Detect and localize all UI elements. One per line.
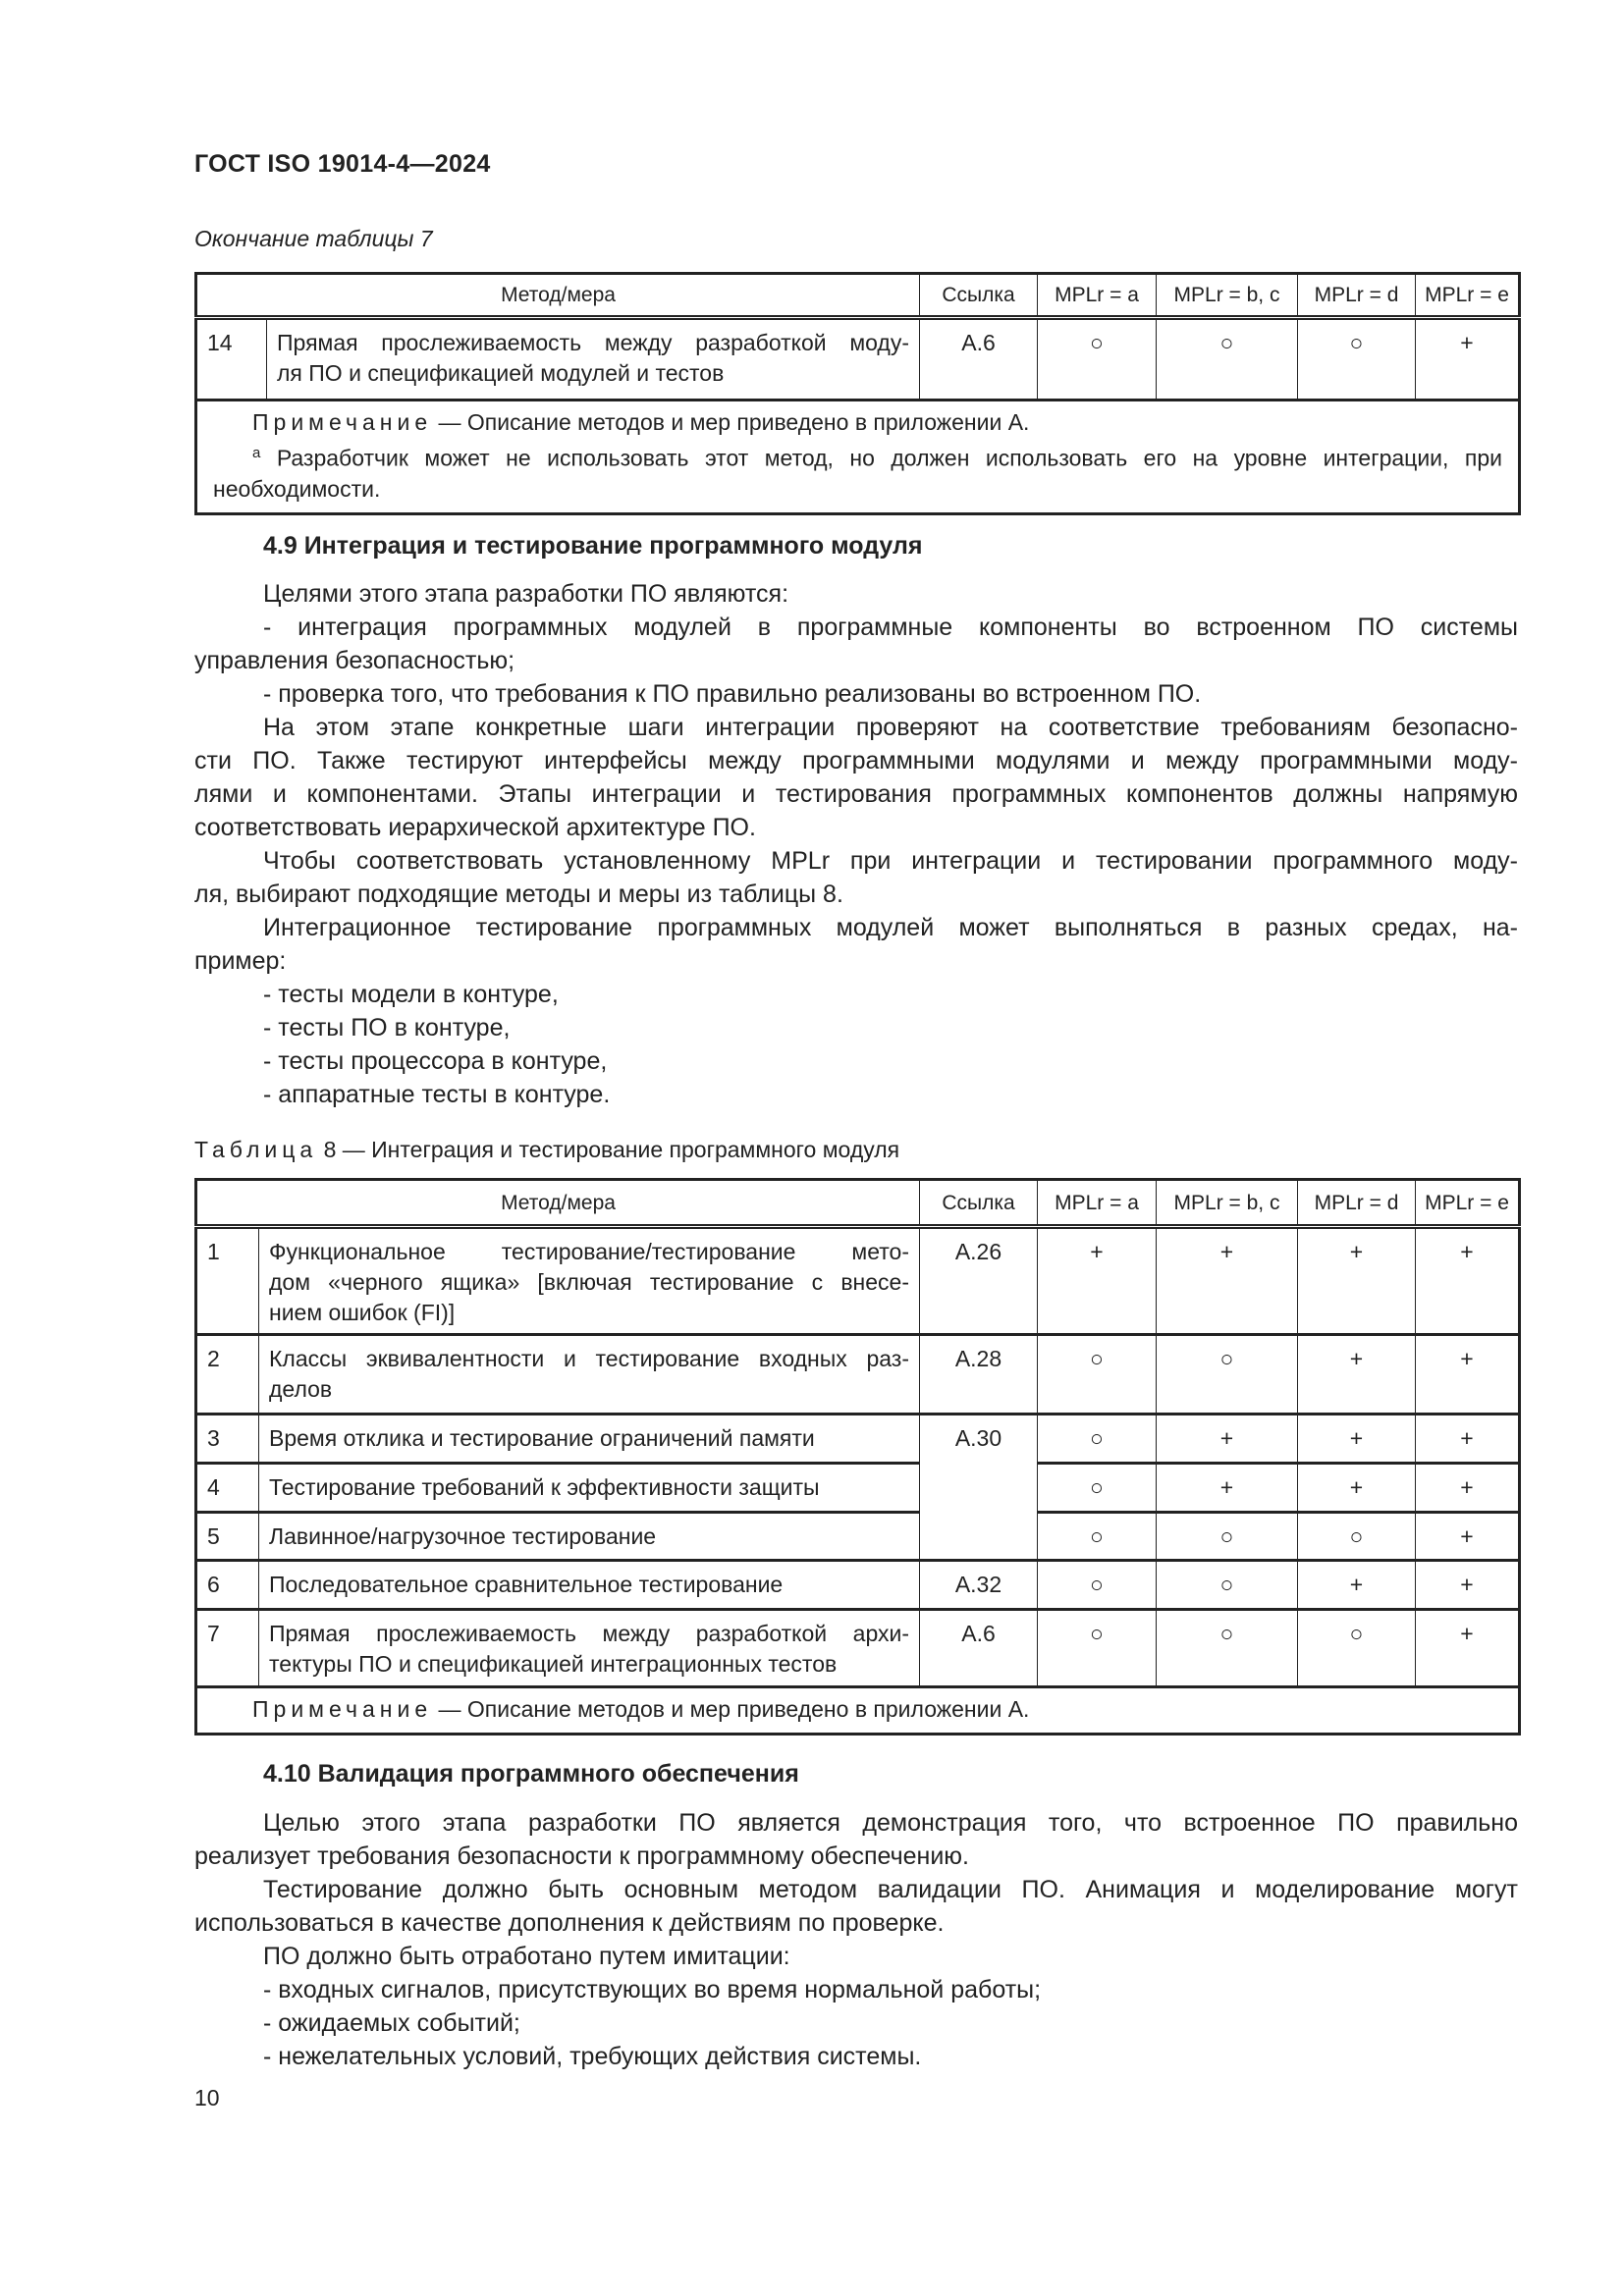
paragraph-line: Целью этого этапа разработки ПО является демонстрация того, что встроенное ПО правильно	[263, 1809, 1518, 1837]
table-8	[194, 1178, 1521, 1735]
reference-cell: A.6	[920, 318, 1038, 400]
table-note	[196, 1687, 1520, 1735]
table-row	[196, 318, 1520, 400]
method-cell	[259, 1561, 920, 1610]
reference-cell: A.26	[920, 1227, 1038, 1335]
note-text: — Описание методов и мер приведено в приложении А.	[432, 409, 1030, 435]
method-line: Классы эквивалентности и тестирование входных раз-	[269, 1346, 909, 1371]
section-4-9-heading: 4.9 Интеграция и тестирование программного модуля	[263, 532, 923, 560]
mplr-e-cell: +	[1416, 318, 1520, 400]
row-number: 2	[196, 1335, 259, 1415]
mplr-bc-cell: ○	[1157, 1335, 1298, 1415]
mplr-e-cell: +	[1416, 1227, 1520, 1335]
note-text: — Описание методов и мер приведено в приложении А.	[432, 1696, 1030, 1722]
mplr-e-cell: +	[1416, 1335, 1520, 1415]
mplr-bc-cell: ○	[1157, 1561, 1298, 1610]
mplr-d-cell: ○	[1298, 1610, 1416, 1687]
mplr-d-cell: +	[1298, 1464, 1416, 1513]
column-header: MPLr = b, c	[1157, 1180, 1298, 1227]
method-line: Последовательное сравнительное тестирование	[269, 1572, 784, 1597]
document-id: ГОСТ ISO 19014-4—2024	[194, 150, 491, 178]
mplr-e-cell: +	[1416, 1464, 1520, 1513]
paragraph-line: Чтобы соответствовать установленному MPLr при интеграции и тестировании программного моду-	[263, 847, 1518, 875]
mplr-a-cell: ○	[1038, 1335, 1157, 1415]
section-4-10-heading: 4.10 Валидация программного обеспечения	[263, 1760, 799, 1788]
table7-caption: Окончание таблицы 7	[194, 226, 433, 251]
row-number: 7	[196, 1610, 259, 1687]
paragraph-line: - входных сигналов, присутствующих во время нормальной работы;	[263, 1976, 1042, 2003]
table-header-row	[196, 1180, 1520, 1227]
method-line: Прямая прослеживаемость между разработкой моду-	[277, 330, 909, 355]
column-header: MPLr = e	[1416, 1180, 1520, 1227]
method-cell	[259, 1415, 920, 1464]
column-header: Ссылка	[920, 274, 1038, 318]
method-line: делов	[269, 1376, 333, 1402]
table8-caption-label: Таблица	[194, 1137, 318, 1162]
table-row	[196, 1415, 1520, 1464]
paragraph-line: - тесты модели в контуре,	[263, 981, 559, 1008]
method-line: тектуры ПО и спецификацией интеграционных тестов	[269, 1651, 838, 1677]
table-row	[196, 1610, 1520, 1687]
mplr-bc-cell: +	[1157, 1464, 1298, 1513]
paragraph-line: - нежелательных условий, требующих действия системы.	[263, 2043, 922, 2070]
note-line	[213, 1694, 1502, 1725]
note-label: Примечание	[252, 1696, 433, 1722]
table-note-row	[196, 1687, 1520, 1735]
paragraph-line: ПО должно быть отработано путем имитации:	[263, 1943, 790, 1970]
paragraph-line: На этом этапе конкретные шаги интеграции проверяют на соответствие требованиям безопасно-	[263, 714, 1518, 741]
mplr-a-cell: ○	[1038, 318, 1157, 400]
paragraph-line: - ожидаемых событий;	[263, 2009, 520, 2037]
footnote-mark: a	[252, 445, 261, 461]
mplr-bc-cell: +	[1157, 1415, 1298, 1464]
mplr-a-cell: ○	[1038, 1464, 1157, 1513]
table-row	[196, 1561, 1520, 1610]
method-cell	[259, 1227, 920, 1335]
row-number: 14	[196, 318, 267, 400]
paragraph-line: пример:	[194, 947, 287, 975]
mplr-d-cell: +	[1298, 1335, 1416, 1415]
column-header: MPLr = a	[1038, 274, 1157, 318]
footnote-line-2: необходимости.	[213, 475, 381, 502]
method-cell	[259, 1335, 920, 1415]
mplr-d-cell: ○	[1298, 318, 1416, 400]
mplr-bc-cell: ○	[1157, 1610, 1298, 1687]
table-7	[194, 272, 1521, 515]
note-line	[213, 407, 1502, 438]
table-row	[196, 1513, 1520, 1561]
note-label: Примечание	[252, 409, 433, 435]
column-header: MPLr = d	[1298, 1180, 1416, 1227]
paragraph-line: Целями этого этапа разработки ПО являются:	[263, 580, 789, 608]
paragraph-line: ля, выбирают подходящие методы и меры из таблицы 8.	[194, 881, 843, 908]
paragraph-line: сти ПО. Также тестируют интерфейсы между программными модулями и между программными моду-	[194, 747, 1518, 774]
mplr-e-cell: +	[1416, 1513, 1520, 1561]
mplr-bc-cell: +	[1157, 1227, 1298, 1335]
section-4-9-body	[194, 577, 1518, 1111]
table-row	[196, 1227, 1520, 1335]
column-header: MPLr = a	[1038, 1180, 1157, 1227]
table8-caption	[194, 1137, 899, 1163]
column-header: Метод/мера	[196, 274, 920, 318]
method-line: ля ПО и спецификацией модулей и тестов	[277, 360, 725, 386]
paragraph-line: Тестирование должно быть основным методом валидации ПО. Анимация и моделирование могут	[263, 1876, 1518, 1903]
table-row	[196, 1335, 1520, 1415]
mplr-a-cell: ○	[1038, 1513, 1157, 1561]
mplr-bc-cell: ○	[1157, 1513, 1298, 1561]
footnote-line	[213, 438, 1502, 474]
method-cell	[267, 318, 920, 400]
mplr-e-cell: +	[1416, 1610, 1520, 1687]
table8-caption-text: 8 — Интеграция и тестирование программного модуля	[317, 1137, 900, 1162]
paragraph-line: управления безопасностью;	[194, 647, 515, 674]
paragraph-line: - тесты ПО в контуре,	[263, 1014, 511, 1041]
method-cell	[259, 1464, 920, 1513]
paragraph-line: - тесты процессора в контуре,	[263, 1047, 608, 1075]
method-line: Лавинное/нагрузочное тестирование	[269, 1523, 657, 1549]
column-header: MPLr = e	[1416, 274, 1520, 318]
paragraph-line: - аппаратные тесты в контуре.	[263, 1081, 611, 1108]
method-line: Тестирование требований к эффективности защиты	[269, 1474, 820, 1500]
column-header: Ссылка	[920, 1180, 1038, 1227]
row-number: 3	[196, 1415, 259, 1464]
row-number: 6	[196, 1561, 259, 1610]
paragraph-line: реализует требования безопасности к программному обеспечению.	[194, 1842, 969, 1870]
row-number: 1	[196, 1227, 259, 1335]
method-line: Время отклика и тестирование ограничений памяти	[269, 1425, 815, 1451]
method-line: нием ошибок (FI)]	[269, 1300, 456, 1325]
method-cell	[259, 1610, 920, 1687]
page-number: 10	[194, 2085, 220, 2110]
table-note-row	[196, 400, 1520, 514]
column-header: MPLr = b, c	[1157, 274, 1298, 318]
mplr-d-cell: +	[1298, 1415, 1416, 1464]
table-row	[196, 1464, 1520, 1513]
paragraph-line: соответствовать иерархической архитектуре ПО.	[194, 814, 756, 841]
row-number: 4	[196, 1464, 259, 1513]
section-4-10-body	[194, 1806, 1518, 2073]
mplr-d-cell: +	[1298, 1227, 1416, 1335]
mplr-a-cell: +	[1038, 1227, 1157, 1335]
method-cell	[259, 1513, 920, 1561]
mplr-a-cell: ○	[1038, 1561, 1157, 1610]
reference-cell: A.32	[920, 1561, 1038, 1610]
reference-cell: A.6	[920, 1610, 1038, 1687]
method-line: дом «черного ящика» [включая тестирование с внесе-	[269, 1269, 909, 1295]
paragraph-line: - интеграция программных модулей в программные компоненты во встроенном ПО системы	[263, 614, 1518, 641]
column-header: Метод/мера	[196, 1180, 920, 1227]
mplr-e-cell: +	[1416, 1415, 1520, 1464]
paragraph-line: лями и компонентами. Этапы интеграции и тестирования программных компонентов должны напрямую	[194, 780, 1518, 808]
mplr-d-cell: ○	[1298, 1513, 1416, 1561]
method-line: Функциональное тестирование/тестирование мето-	[269, 1239, 909, 1264]
column-header: MPLr = d	[1298, 274, 1416, 318]
paragraph-line: использоваться в качестве дополнения к действиям по проверке.	[194, 1909, 945, 1937]
mplr-a-cell: ○	[1038, 1610, 1157, 1687]
table-header-row	[196, 274, 1520, 318]
mplr-a-cell: ○	[1038, 1415, 1157, 1464]
row-number: 5	[196, 1513, 259, 1561]
mplr-e-cell: +	[1416, 1561, 1520, 1610]
table-note	[196, 400, 1520, 514]
method-line: Прямая прослеживаемость между разработкой архи-	[269, 1621, 909, 1646]
paragraph-line: - проверка того, что требования к ПО правильно реализованы во встроенном ПО.	[263, 680, 1202, 708]
reference-cell: A.28	[920, 1335, 1038, 1415]
paragraph-line: Интеграционное тестирование программных модулей может выполняться в разных средах, на-	[263, 914, 1518, 941]
footnote-text: Разработчик может не использовать этот метод, но должен использовать его на уровне интеграции, при	[260, 445, 1502, 471]
mplr-bc-cell: ○	[1157, 318, 1298, 400]
mplr-d-cell: +	[1298, 1561, 1416, 1610]
reference-cell: A.30	[920, 1415, 1038, 1561]
